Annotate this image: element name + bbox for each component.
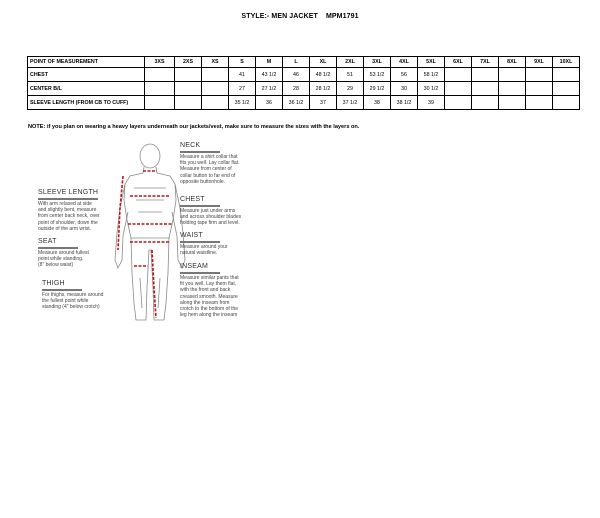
table-cell <box>202 82 229 96</box>
neck-description-line: Measure a shirt collar that <box>180 154 238 160</box>
inseam-description-line: crotch to the bottom of the <box>180 306 239 313</box>
table-header-cell: POINT OF MEASUREMENT <box>28 57 145 68</box>
table-header-cell: 3XS <box>145 57 175 68</box>
table-cell <box>553 82 580 96</box>
sleeve-length-description <box>38 201 118 232</box>
chest-description-line: Measure just under arms <box>180 208 236 214</box>
table-cell <box>445 68 472 82</box>
table-cell: 28 <box>283 82 310 96</box>
table-cell <box>526 68 553 82</box>
table-header-cell: 3XL <box>364 57 391 68</box>
table-row <box>28 82 580 96</box>
seat-label: SEAT <box>38 238 57 245</box>
table-cell: 28 1/2 <box>310 82 337 96</box>
inseam-description <box>180 275 265 318</box>
table-row <box>28 68 580 82</box>
table-header-cell: M <box>256 57 283 68</box>
sleeve-description-line: and slightly bent, measure <box>38 207 97 214</box>
table-cell: 37 <box>310 96 337 110</box>
waist-label: WAIST <box>180 232 203 239</box>
table-header-cell: 5XL <box>418 57 445 68</box>
table-header-cell: XL <box>310 57 337 68</box>
seat-description-line: (8" below waist) <box>38 262 74 269</box>
table-cell: 48 1/2 <box>310 68 337 82</box>
chest-description-line: holding tape firm and level. <box>180 220 240 227</box>
table-cell: 51 <box>337 68 364 82</box>
table-header-cell: 10XL <box>553 57 580 68</box>
neck-description-line: collar button to far end of <box>180 172 236 179</box>
thigh-description-line: standing (4" below crotch) <box>42 304 100 311</box>
sleeve-divider <box>38 198 98 200</box>
table-cell <box>145 96 175 110</box>
measurement-name-cell: SLEEVE LENGTH (FROM CB TO CUFF) <box>28 96 145 110</box>
table-header-cell: 2XL <box>337 57 364 68</box>
waist-description <box>180 244 265 256</box>
table-cell: 41 <box>229 68 256 82</box>
table-header-cell: 4XL <box>391 57 418 68</box>
table-cell <box>499 82 526 96</box>
table-cell: 37 1/2 <box>337 96 364 110</box>
table-header-cell: 6XL <box>445 57 472 68</box>
table-cell <box>445 96 472 110</box>
sleeve-description-line: outside of the arm wrist. <box>38 225 92 232</box>
measurement-guide <box>30 138 270 323</box>
table-cell <box>175 96 202 110</box>
table-cell: 36 1/2 <box>283 96 310 110</box>
waist-divider <box>180 241 220 243</box>
table-cell: 35 1/2 <box>229 96 256 110</box>
style-label: STYLE:- MEN JACKET <box>241 13 318 20</box>
thigh-description-line: For thighs, measure around <box>42 292 104 298</box>
measurement-name-cell: CENTER B/L <box>28 82 145 96</box>
layering-note: NOTE: if you plan on wearing a heavy layers underneath our jackets/vest, make sure to measure the sizes with the layers on. <box>28 124 360 130</box>
table-cell: 27 <box>229 82 256 96</box>
neck-label: NECK <box>180 142 201 149</box>
table-header-cell: 8XL <box>499 57 526 68</box>
table-header-cell: 7XL <box>472 57 499 68</box>
neck-description-line: fits you well. Lay collar flat. <box>180 160 240 167</box>
style-title <box>0 13 600 20</box>
sleeve-description-line: from center back neck, over <box>38 213 100 220</box>
chest-description <box>180 208 265 227</box>
table-cell: 30 1/2 <box>418 82 445 96</box>
table-header-cell: S <box>229 57 256 68</box>
thigh-description-line: the fullest point while <box>42 298 89 305</box>
neck-description <box>180 154 265 185</box>
seat-description-line: point while standing. <box>38 256 84 263</box>
inseam-description-line: fit you well. Lay them flat, <box>180 281 237 288</box>
chest-divider <box>180 205 220 207</box>
table-cell: 29 <box>337 82 364 96</box>
table-cell <box>445 82 472 96</box>
inseam-label: INSEAM <box>180 263 209 270</box>
table-cell <box>145 68 175 82</box>
neck-divider <box>180 151 220 153</box>
neck-description-line: opposite buttonhole. <box>180 178 226 185</box>
table-cell <box>472 68 499 82</box>
inseam-description-line: along the inseam from <box>180 299 230 306</box>
table-row <box>28 96 580 110</box>
table-cell <box>202 68 229 82</box>
sleeve-description-line: With arm relaxed at side <box>38 201 92 207</box>
sleeve-description-line: point of shoulder, down the <box>38 219 98 226</box>
table-cell: 46 <box>283 68 310 82</box>
table-cell <box>499 96 526 110</box>
table-cell: 29 1/2 <box>364 82 391 96</box>
table-header-cell: XS <box>202 57 229 68</box>
inseam-divider <box>180 272 220 274</box>
table-cell: 38 1/2 <box>391 96 418 110</box>
table-cell <box>472 96 499 110</box>
sleeve-length-label: SLEEVE LENGTH <box>38 189 99 196</box>
inseam-description-line: creased smooth. Measure <box>180 293 238 300</box>
inseam-description-line: leg hem along the inseam <box>180 312 238 319</box>
table-cell: 27 1/2 <box>256 82 283 96</box>
inseam-description-line: with the front and back <box>180 287 231 294</box>
table-header-row <box>28 57 580 68</box>
seat-description-line: Measure around fullest <box>38 250 89 256</box>
thigh-label: THIGH <box>42 280 65 287</box>
table-cell <box>175 82 202 96</box>
measurement-name-cell: CHEST <box>28 68 145 82</box>
inseam-description-line: Measure similar pants that <box>180 275 239 281</box>
table-cell <box>553 96 580 110</box>
table-cell: 58 1/2 <box>418 68 445 82</box>
neck-description-line: Measure from center of <box>180 166 232 173</box>
waist-description-line: Measure around your <box>180 244 228 250</box>
table-cell: 30 <box>391 82 418 96</box>
seat-divider <box>38 247 78 249</box>
thigh-description <box>42 292 122 311</box>
size-chart-body <box>28 57 580 110</box>
seat-description <box>38 250 118 269</box>
table-header-cell: 2XS <box>175 57 202 68</box>
measurement-lines <box>118 171 172 318</box>
table-cell <box>472 82 499 96</box>
chest-label: CHEST <box>180 196 205 203</box>
table-cell <box>175 68 202 82</box>
table-cell: 39 <box>418 96 445 110</box>
waist-description-line: natural waistline. <box>180 250 218 257</box>
table-cell: 56 <box>391 68 418 82</box>
table-cell: 43 1/2 <box>256 68 283 82</box>
table-cell <box>553 68 580 82</box>
style-code: MPM1791 <box>325 13 359 20</box>
table-cell <box>202 96 229 110</box>
table-header-cell: L <box>283 57 310 68</box>
table-cell <box>526 96 553 110</box>
size-chart-table <box>27 56 580 110</box>
thigh-divider <box>42 289 82 291</box>
table-cell: 38 <box>364 96 391 110</box>
table-cell <box>145 82 175 96</box>
table-cell <box>526 82 553 96</box>
table-cell: 53 1/2 <box>364 68 391 82</box>
table-cell: 36 <box>256 96 283 110</box>
chest-description-line: and across shoulder blades <box>180 214 242 221</box>
table-header-cell: 9XL <box>526 57 553 68</box>
table-cell <box>499 68 526 82</box>
